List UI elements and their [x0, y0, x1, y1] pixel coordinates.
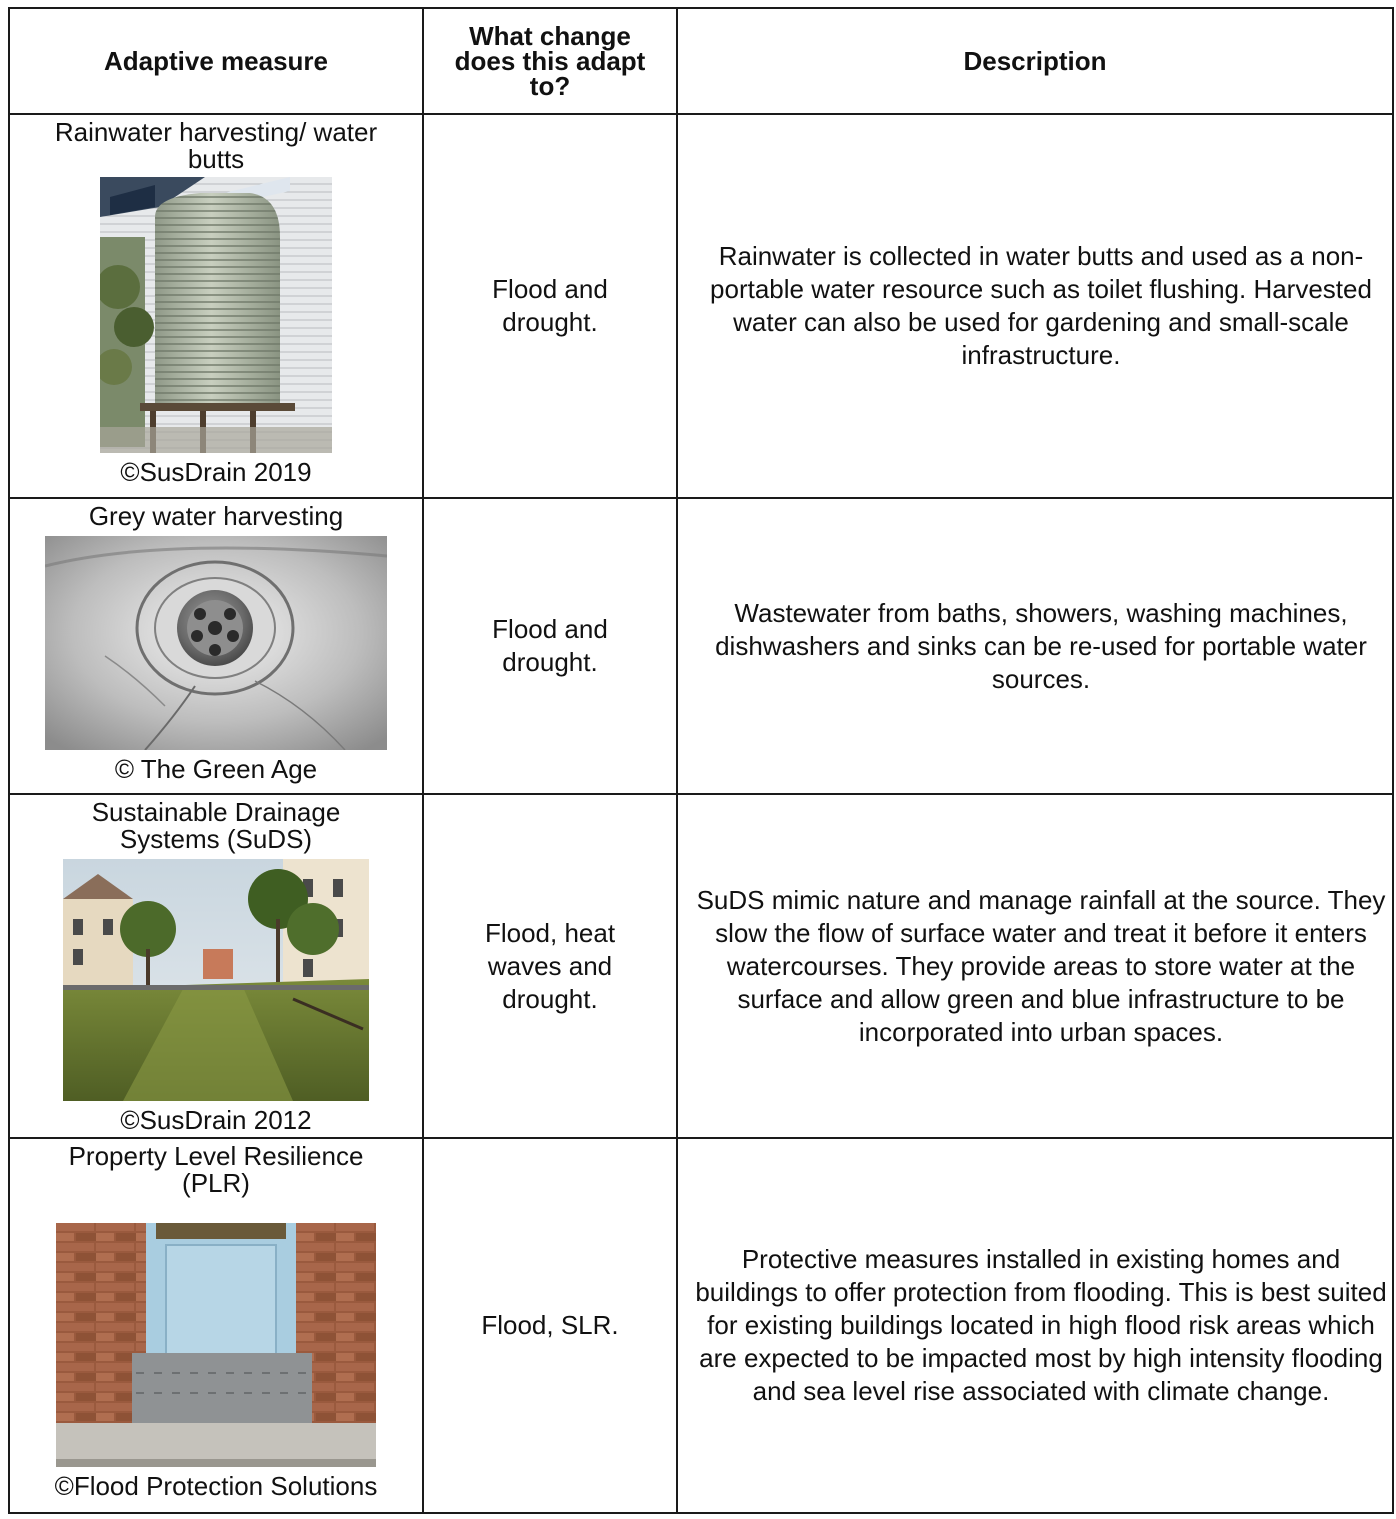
description-cell: Wastewater from baths, showers, washing machines, dishwashers and sinks can be re-used for portable water sources. — [677, 498, 1393, 794]
suds-swale-photo — [63, 859, 369, 1101]
description-cell: Protective measures installed in existing homes and buildings to offer protection from flooding. This is best suited for existing buildings located in high flood risk areas which are expected to be impacted most by high intensity flooding and sea level rise associated with climate change. — [677, 1138, 1393, 1513]
table-row — [9, 1138, 1393, 1513]
header-description: Description — [677, 8, 1393, 114]
measure-title: Property Level Resilience (PLR) — [68, 1141, 364, 1198]
measure-title: Rainwater harvesting/ water butts — [54, 117, 378, 174]
flood-barrier-photo — [56, 1223, 376, 1467]
change-cell: Flood and drought. — [423, 114, 677, 498]
photo-credit: ©SusDrain 2019 — [120, 457, 312, 487]
measure-cell — [9, 114, 423, 498]
table-row — [9, 114, 1393, 498]
header-what-change: What change does this adapt to? — [423, 8, 677, 114]
description-cell: Rainwater is collected in water butts and used as a non-portable water resource such as toilet flushing. Harvested water can also be used for gardening and small-scale infrastructure. — [677, 114, 1393, 498]
table-row — [9, 498, 1393, 794]
table-row — [9, 794, 1393, 1138]
description-cell: SuDS mimic nature and manage rainfall at the source. They slow the flow of surface water and treat it before it enters watercourses. They provide areas to store water at the surface and allow green and blue infrastructure to be incorporated into urban spaces. — [677, 794, 1393, 1138]
measure-cell — [9, 794, 423, 1138]
photo-credit: ©SusDrain 2012 — [120, 1105, 312, 1135]
photo-credit: ©Flood Protection Solutions — [54, 1471, 378, 1501]
change-cell: Flood, SLR. — [423, 1138, 677, 1513]
measure-cell — [9, 1138, 423, 1513]
water-butt-photo — [100, 177, 332, 453]
sink-drain-photo — [45, 536, 387, 750]
measure-title: Sustainable Drainage Systems (SuDS) — [91, 797, 341, 854]
header-adaptive-measure: Adaptive measure — [9, 8, 423, 114]
adaptive-measures-table — [8, 7, 1394, 1514]
change-cell: Flood, heat waves and drought. — [423, 794, 677, 1138]
header-row — [9, 8, 1393, 114]
measure-title: Grey water harvesting — [88, 501, 344, 531]
measure-cell — [9, 498, 423, 794]
photo-credit: © The Green Age — [114, 754, 318, 784]
change-cell: Flood and drought. — [423, 498, 677, 794]
